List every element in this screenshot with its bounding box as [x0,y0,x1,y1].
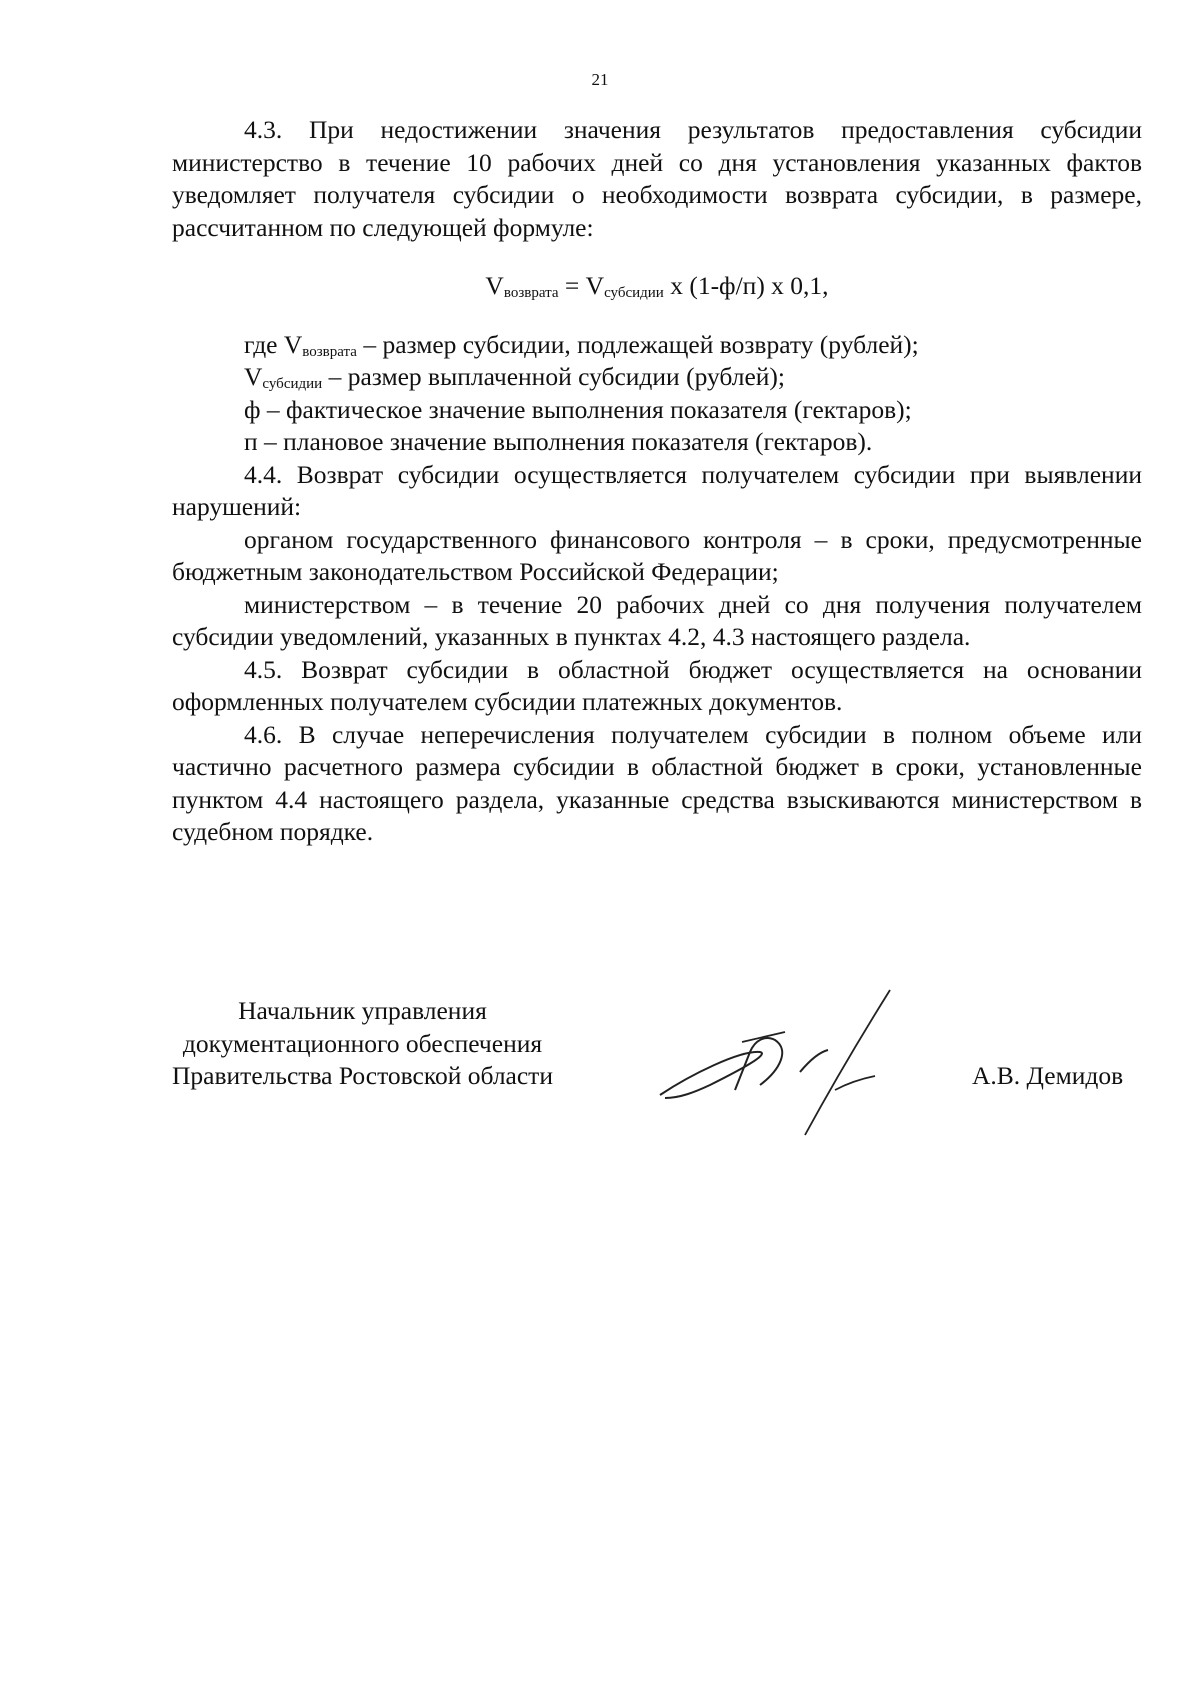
formula-rhs-rest: х (1-ф/п) х 0,1, [663,271,829,300]
formula [172,270,1142,303]
page-number: 21 [591,70,609,89]
signatory-position [172,995,553,1093]
section-4-4-item-1: органом государственного финансового контроля – в сроки, предусмотренные бюджетным законодательством Российской Федерации; [172,524,1142,586]
definition-prefix: где [244,329,284,359]
section-4-4-intro: 4.4. Возврат субсидии осуществляется получателем субсидии при выявлении нарушений: [172,459,1142,521]
formula-lhs-sub: возврата [503,285,559,301]
document-body [172,114,1142,849]
definition-text: – размер субсидии, подлежащей возврату (рублей); [356,329,919,359]
definition-sub: возврата [302,343,357,360]
definition-symbol: V [283,329,303,359]
handwritten-signature [650,980,940,1140]
definition-sub: субсидии [262,376,323,392]
signatory-name: А.В. Демидов [972,1061,1124,1090]
formula-lhs-symbol: V [485,271,504,300]
section-4-3: 4.3. При недостижении значения результатов предоставления субсидии министерство в течение 10 рабочих дней со дня установления указанных фактов уведомляет получателя субсидии о необходимости возврата субсидии, в размере, рассчитанном по следующей формуле: [172,115,1142,242]
definition-3: ф – фактическое значение выполнения показателя (гектаров); [244,394,912,424]
formula-equals: = [558,271,586,300]
section-4-4-item-2: министерством – в течение 20 рабочих дней со дня получения получателем субсидии уведомлений, указанных в пунктах 4.2, 4.3 настоящего раздела. [172,589,1142,651]
definition-text: – размер выплаченной субсидии (рублей); [322,362,785,391]
definition-1 [172,329,1142,362]
formula-rhs-sub: субсидии [604,285,664,301]
formula-rhs-symbol: V [585,271,605,300]
section-4-6: 4.6. В случае неперечисления получателем субсидии в полном объеме или частично расчетного размера субсидии в областной бюджет в сроки, установленные пунктом 4.4 настоящего раздела, указанные средства взыскиваются министерством в судебном порядке. [172,719,1142,846]
definition-4: п – плановое значение выполнения показателя (гектаров). [244,427,873,456]
definition-2 [172,361,1142,394]
position-line-1: Начальник управления [238,996,487,1025]
position-line-3: Правительства Ростовской области [172,1061,553,1090]
definition-symbol: V [244,362,263,391]
section-4-5: 4.5. Возврат субсидии в областной бюджет осуществляется на основании оформленных получателем субсидии платежных документов. [172,654,1142,716]
position-line-2: документационного обеспечения [182,1028,543,1058]
